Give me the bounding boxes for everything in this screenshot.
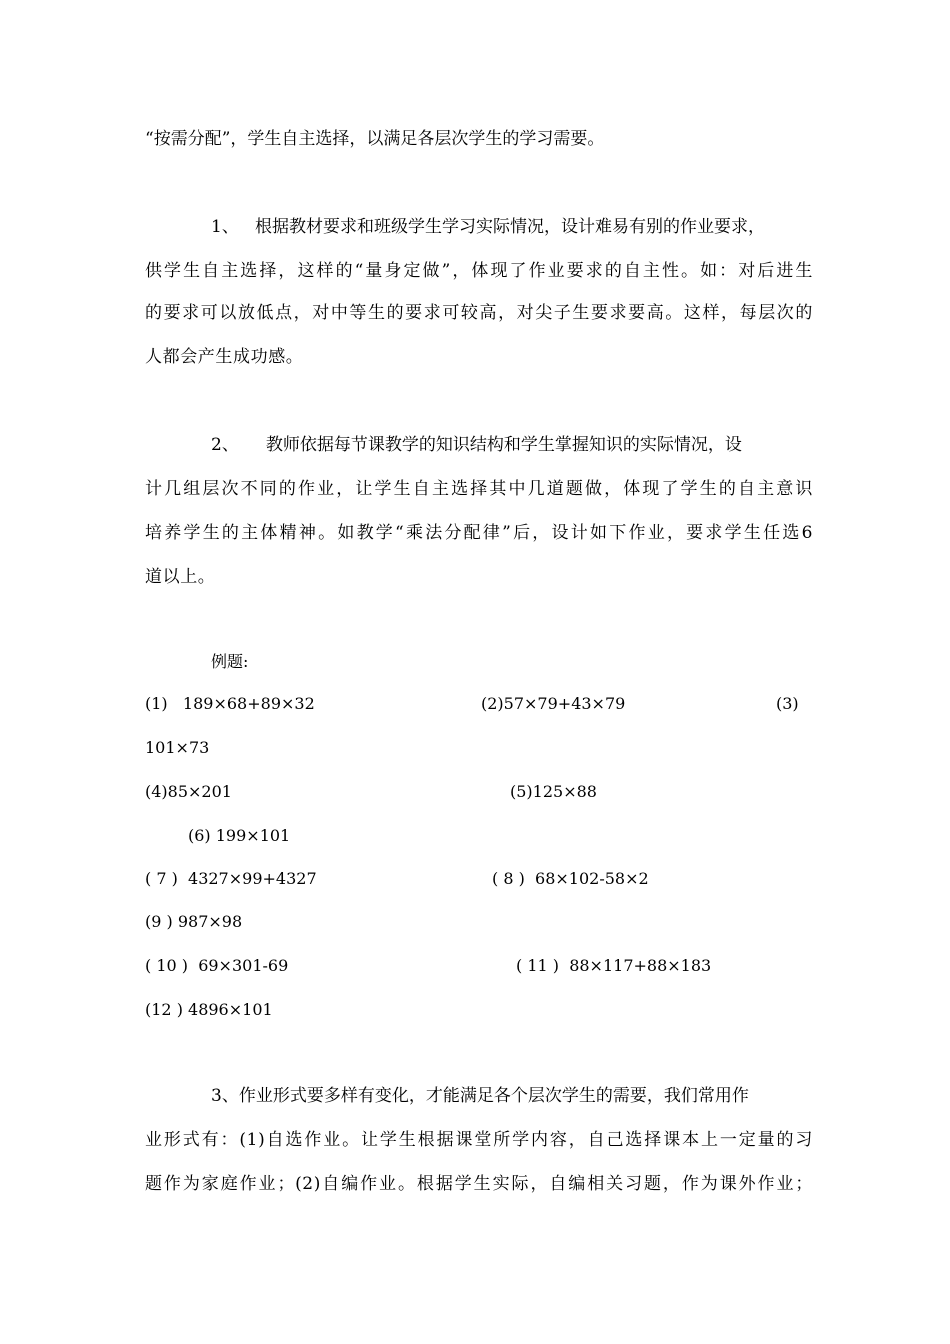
- para2-line-4: 道以上。: [145, 567, 216, 587]
- example-3-label: (3): [776, 694, 799, 713]
- example-1: (1) 189×68+89×32: [145, 694, 315, 713]
- example-6: (6) 199×101: [188, 826, 291, 845]
- example-7: ( 7 ) 4327×99+4327: [145, 869, 317, 888]
- examples-heading: 例题:: [211, 652, 249, 671]
- para3-line-1: 3、作业形式要多样有变化，才能满足各个层次学生的需要，我们常用作: [211, 1086, 749, 1106]
- example-12: (12 ) 4896×101: [145, 1000, 273, 1019]
- para2-line-2: 计几组层次不同的作业，让学生自主选择其中几道题做，体现了学生的自主意识: [145, 479, 813, 499]
- example-2: (2)57×79+43×79: [481, 694, 626, 713]
- example-8: ( 8 ) 68×102-58×2: [492, 869, 649, 888]
- para1-line-4: 人都会产生成功感。: [145, 347, 304, 367]
- example-3-value: 101×73: [145, 738, 210, 757]
- example-10: ( 10 ) 69×301-69: [145, 956, 289, 975]
- para2-line-3: 培养学生的主体精神。如教学“乘法分配律”后，设计如下作业，要求学生任选6: [145, 523, 813, 543]
- para1-line-2: 供学生自主选择，这样的“量身定做”，体现了作业要求的自主性。如：对后进生: [145, 261, 813, 281]
- para3-line-3: 题作为家庭作业；(2)自编作业。根据学生实际，自编相关习题，作为课外作业；: [145, 1174, 813, 1194]
- para3-line-2: 业形式有：(1)自选作业。让学生根据课堂所学内容，自己选择课本上一定量的习: [145, 1130, 813, 1150]
- intro-line: “按需分配”，学生自主选择，以满足各层次学生的学习需要。: [145, 129, 605, 149]
- example-9: (9 ) 987×98: [145, 912, 243, 931]
- para2-line-1: 2、 教师依据每节课教学的知识结构和学生掌握知识的实际情况，设: [211, 435, 742, 455]
- para1-line-3: 的要求可以放低点，对中等生的要求可较高，对尖子生要求要高。这样，每层次的: [145, 303, 813, 323]
- para1-line-1: 1、 根据教材要求和班级学生学习实际情况，设计难易有别的作业要求，: [211, 217, 766, 237]
- example-4: (4)85×201: [145, 782, 232, 801]
- example-5: (5)125×88: [510, 782, 597, 801]
- example-11: ( 11 ) 88×117+88×183: [516, 956, 712, 975]
